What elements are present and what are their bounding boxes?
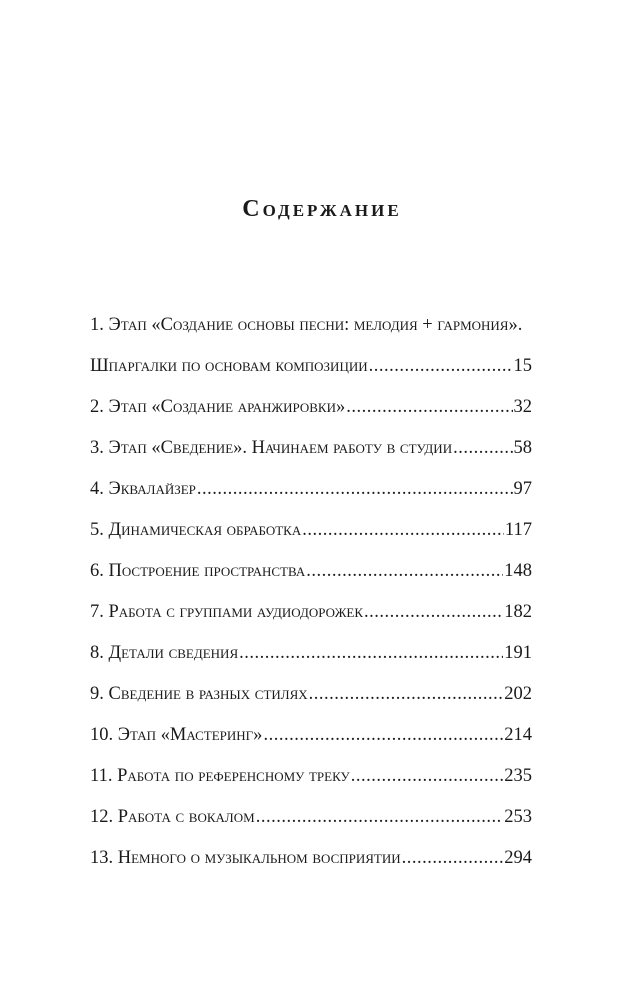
toc-entry-1 [90, 305, 532, 387]
toc-entry-9-page: 202 [504, 684, 532, 704]
toc-leader-dots [402, 838, 504, 879]
toc-entry-10-title: 10. Этап «Мастеринг» [90, 725, 263, 745]
toc-entry-2-title: 2. Этап «Создание аранжировки» [90, 397, 346, 417]
toc-entry-7 [90, 592, 532, 633]
toc-entry-7-page: 182 [504, 602, 532, 622]
toc-entry-8-page: 191 [504, 643, 532, 663]
toc-leader-dots [197, 469, 513, 510]
toc-entry-4-page: 97 [513, 479, 532, 499]
toc-leader-dots [309, 674, 504, 715]
toc-entry-5 [90, 510, 532, 551]
toc-entry-4 [90, 469, 532, 510]
toc-entry-4-title: 4. Эквалайзер [90, 479, 196, 499]
toc-leader-dots [369, 346, 513, 387]
toc-entry-8-title: 8. Детали сведения [90, 643, 239, 663]
toc-leader-dots [256, 797, 504, 838]
toc-entry-2-page: 32 [513, 397, 532, 417]
toc-entry-10-page: 214 [504, 725, 532, 745]
toc-entry-2 [90, 387, 532, 428]
toc-entry-3-title: 3. Этап «Сведение». Начинаем работу в студии [90, 438, 453, 458]
toc-entry-12 [90, 797, 532, 838]
toc-leader-dots [239, 633, 503, 674]
toc-entry-9-title: 9. Сведение в разных стилях [90, 684, 308, 704]
toc-leader-dots [306, 551, 503, 592]
toc-leader-dots [351, 756, 504, 797]
toc-entry-1-first-line: 1. Этап «Создание основы песни: мелодия + гармония». [90, 315, 523, 335]
toc-leader-dots [453, 428, 512, 469]
toc-entry-6-page: 148 [504, 561, 532, 581]
toc-leader-dots [364, 592, 503, 633]
toc-entry-3-page: 58 [513, 438, 532, 458]
page-title: Содержание [242, 196, 402, 222]
toc-entry-13 [90, 838, 532, 879]
toc-entry-12-title: 12. Работа с вокалом [90, 807, 255, 827]
toc-entry-3 [90, 428, 532, 469]
toc-entry-11-title: 11. Работа по референсному треку [90, 766, 350, 786]
toc-entry-12-page: 253 [504, 807, 532, 827]
toc-entry-5-title: 5. Динамическая обработка [90, 520, 302, 540]
toc-entry-7-title: 7. Работа с группами аудиодорожек [90, 602, 364, 622]
toc-entry-1-page: 15 [513, 356, 532, 376]
toc-entry-11-page: 235 [504, 766, 532, 786]
toc-entry-5-page: 117 [504, 520, 532, 540]
toc-entry-10 [90, 715, 532, 756]
toc-leader-dots [346, 387, 512, 428]
toc-entry-6 [90, 551, 532, 592]
toc-entry-11 [90, 756, 532, 797]
toc-leader-dots [302, 510, 504, 551]
toc-entry-1-title: Шпаргалки по основам композиции [90, 356, 368, 376]
toc-entry-8 [90, 633, 532, 674]
toc-entry-9 [90, 674, 532, 715]
toc-entry-13-page: 294 [504, 848, 532, 868]
toc-entry-13-title: 13. Немного о музыкальном восприятии [90, 848, 401, 868]
toc-entry-6-title: 6. Построение пространства [90, 561, 306, 581]
table-of-contents [90, 305, 532, 879]
toc-leader-dots [263, 715, 503, 756]
